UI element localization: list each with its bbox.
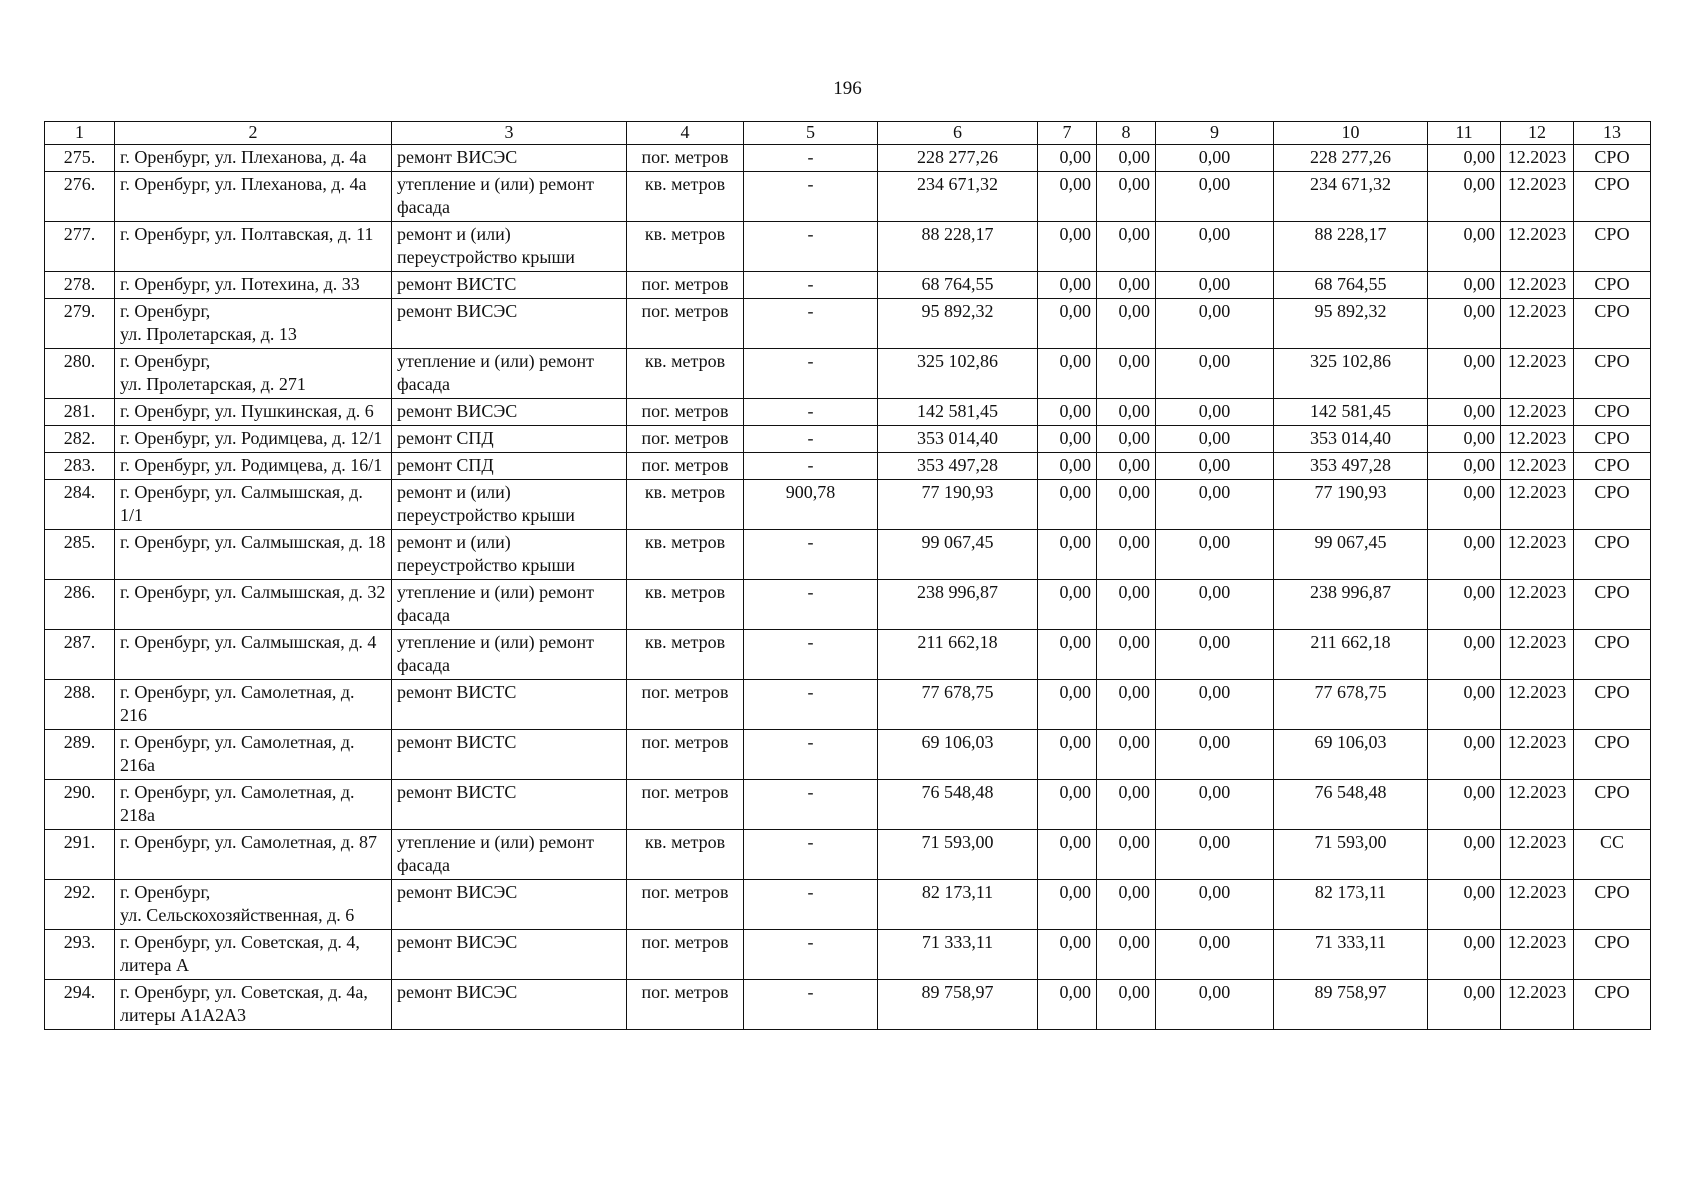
unit-cell: пог. метров [627,680,744,730]
contractor-type-cell: СРО [1574,453,1651,480]
table-row [45,730,1651,780]
other-funds-cell: 0,00 [1428,680,1501,730]
completion-date-cell: 12.2023 [1501,299,1574,349]
contractor-type-cell: СРО [1574,780,1651,830]
address-cell: г. Оренбург, ул. Самолетная, д. 216а [115,730,392,780]
fund-value-cell: 0,00 [1097,299,1156,349]
table-row [45,145,1651,172]
other-funds-cell: 0,00 [1428,480,1501,530]
work-type-cell: ремонт ВИСЭС [392,930,627,980]
contractor-type-cell: СРО [1574,580,1651,630]
completion-date-cell: 12.2023 [1501,453,1574,480]
row-number-cell: 293. [45,930,115,980]
fund-value-cell: 0,00 [1156,222,1274,272]
completion-date-cell: 12.2023 [1501,630,1574,680]
other-funds-cell: 0,00 [1428,172,1501,222]
contractor-type-cell: СРО [1574,680,1651,730]
address-cell: г. Оренбург, ул. Салмышская, д. 4 [115,630,392,680]
completion-date-cell: 12.2023 [1501,145,1574,172]
fund-value-cell: 0,00 [1156,272,1274,299]
table-row [45,399,1651,426]
row-number-cell: 288. [45,680,115,730]
address-cell: г. Оренбург, ул. Потехина, д. 33 [115,272,392,299]
address-cell: г. Оренбург, ул. Пушкинская, д. 6 [115,399,392,426]
table-row [45,530,1651,580]
volume-cell: - [744,399,878,426]
unit-cell: кв. метров [627,530,744,580]
other-funds-cell: 0,00 [1428,730,1501,780]
total-cost-cell: 82 173,11 [878,880,1038,930]
volume-cell: - [744,980,878,1030]
row-number-cell: 280. [45,349,115,399]
fund-value-cell: 0,00 [1156,930,1274,980]
fund-value-cell: 0,00 [1156,349,1274,399]
owner-funds-cell: 71 333,11 [1274,930,1428,980]
address-cell: г. Оренбург, ул. Советская, д. 4, литера А [115,930,392,980]
completion-date-cell: 12.2023 [1501,880,1574,930]
completion-date-cell: 12.2023 [1501,580,1574,630]
unit-cell: пог. метров [627,272,744,299]
unit-cell: кв. метров [627,580,744,630]
unit-cell: пог. метров [627,930,744,980]
work-type-cell: ремонт и (или) переустройство крыши [392,530,627,580]
fund-value-cell: 0,00 [1097,480,1156,530]
column-header: 8 [1097,122,1156,145]
row-number-cell: 282. [45,426,115,453]
completion-date-cell: 12.2023 [1501,680,1574,730]
work-type-cell: утепление и (или) ремонт фасада [392,630,627,680]
fund-value-cell: 0,00 [1097,580,1156,630]
fund-value-cell: 0,00 [1097,453,1156,480]
other-funds-cell: 0,00 [1428,780,1501,830]
fund-value-cell: 0,00 [1156,980,1274,1030]
work-type-cell: ремонт ВИСЭС [392,880,627,930]
work-type-cell: ремонт ВИСЭС [392,145,627,172]
total-cost-cell: 353 014,40 [878,426,1038,453]
volume-cell: - [744,730,878,780]
row-number-cell: 292. [45,880,115,930]
work-type-cell: ремонт СПД [392,453,627,480]
volume-cell: - [744,780,878,830]
row-number-cell: 286. [45,580,115,630]
total-cost-cell: 68 764,55 [878,272,1038,299]
work-type-cell: утепление и (или) ремонт фасада [392,580,627,630]
row-number-cell: 279. [45,299,115,349]
work-type-cell: ремонт и (или) переустройство крыши [392,222,627,272]
table-row [45,580,1651,630]
fund-value-cell: 0,00 [1038,399,1097,426]
fund-value-cell: 0,00 [1097,145,1156,172]
column-header: 7 [1038,122,1097,145]
other-funds-cell: 0,00 [1428,980,1501,1030]
fund-value-cell: 0,00 [1097,399,1156,426]
volume-cell: - [744,880,878,930]
contractor-type-cell: СРО [1574,299,1651,349]
address-cell: г. Оренбург, ул. Самолетная, д. 218а [115,780,392,830]
total-cost-cell: 71 593,00 [878,830,1038,880]
row-number-cell: 294. [45,980,115,1030]
contractor-type-cell: СРО [1574,172,1651,222]
fund-value-cell: 0,00 [1156,730,1274,780]
fund-value-cell: 0,00 [1097,980,1156,1030]
table-row [45,980,1651,1030]
fund-value-cell: 0,00 [1038,780,1097,830]
fund-value-cell: 0,00 [1156,453,1274,480]
column-header: 13 [1574,122,1651,145]
fund-value-cell: 0,00 [1038,222,1097,272]
table-row [45,426,1651,453]
contractor-type-cell: СРО [1574,426,1651,453]
other-funds-cell: 0,00 [1428,299,1501,349]
completion-date-cell: 12.2023 [1501,480,1574,530]
table-row [45,630,1651,680]
address-cell: г. Оренбург, ул. Самолетная, д. 216 [115,680,392,730]
owner-funds-cell: 325 102,86 [1274,349,1428,399]
fund-value-cell: 0,00 [1097,530,1156,580]
fund-value-cell: 0,00 [1097,730,1156,780]
table-row [45,222,1651,272]
unit-cell: пог. метров [627,399,744,426]
address-cell: г. Оренбург, ул. Салмышская, д. 32 [115,580,392,630]
unit-cell: кв. метров [627,830,744,880]
fund-value-cell: 0,00 [1038,426,1097,453]
fund-value-cell: 0,00 [1097,680,1156,730]
repair-works-table [44,121,1651,1030]
fund-value-cell: 0,00 [1097,880,1156,930]
row-number-cell: 284. [45,480,115,530]
column-header: 4 [627,122,744,145]
other-funds-cell: 0,00 [1428,453,1501,480]
owner-funds-cell: 88 228,17 [1274,222,1428,272]
row-number-cell: 287. [45,630,115,680]
other-funds-cell: 0,00 [1428,399,1501,426]
total-cost-cell: 99 067,45 [878,530,1038,580]
other-funds-cell: 0,00 [1428,349,1501,399]
unit-cell: кв. метров [627,630,744,680]
total-cost-cell: 353 497,28 [878,453,1038,480]
other-funds-cell: 0,00 [1428,426,1501,453]
table-row [45,480,1651,530]
fund-value-cell: 0,00 [1156,630,1274,680]
contractor-type-cell: СРО [1574,730,1651,780]
owner-funds-cell: 211 662,18 [1274,630,1428,680]
column-header: 12 [1501,122,1574,145]
address-cell: г. Оренбург, ул. Плеханова, д. 4а [115,172,392,222]
page-number: 196 [833,78,862,99]
fund-value-cell: 0,00 [1156,880,1274,930]
fund-value-cell: 0,00 [1097,222,1156,272]
completion-date-cell: 12.2023 [1501,272,1574,299]
contractor-type-cell: СРО [1574,349,1651,399]
fund-value-cell: 0,00 [1038,580,1097,630]
unit-cell: пог. метров [627,453,744,480]
fund-value-cell: 0,00 [1038,349,1097,399]
owner-funds-cell: 69 106,03 [1274,730,1428,780]
work-type-cell: ремонт ВИСТС [392,272,627,299]
column-header: 9 [1156,122,1274,145]
column-header: 2 [115,122,392,145]
address-cell: г. Оренбург, ул. Пролетарская, д. 271 [115,349,392,399]
other-funds-cell: 0,00 [1428,272,1501,299]
fund-value-cell: 0,00 [1156,299,1274,349]
table-row [45,172,1651,222]
completion-date-cell: 12.2023 [1501,530,1574,580]
completion-date-cell: 12.2023 [1501,172,1574,222]
other-funds-cell: 0,00 [1428,145,1501,172]
volume-cell: - [744,222,878,272]
contractor-type-cell: СРО [1574,399,1651,426]
unit-cell: пог. метров [627,780,744,830]
unit-cell: пог. метров [627,299,744,349]
contractor-type-cell: СРО [1574,930,1651,980]
table-row [45,272,1651,299]
row-number-cell: 285. [45,530,115,580]
volume-cell: - [744,630,878,680]
owner-funds-cell: 353 497,28 [1274,453,1428,480]
owner-funds-cell: 77 678,75 [1274,680,1428,730]
row-number-cell: 281. [45,399,115,426]
total-cost-cell: 325 102,86 [878,349,1038,399]
work-type-cell: ремонт ВИСТС [392,680,627,730]
total-cost-cell: 77 190,93 [878,480,1038,530]
column-header: 11 [1428,122,1501,145]
row-number-cell: 290. [45,780,115,830]
fund-value-cell: 0,00 [1038,530,1097,580]
other-funds-cell: 0,00 [1428,630,1501,680]
column-header: 1 [45,122,115,145]
volume-cell: - [744,580,878,630]
fund-value-cell: 0,00 [1097,930,1156,980]
work-type-cell: ремонт ВИСЭС [392,980,627,1030]
owner-funds-cell: 68 764,55 [1274,272,1428,299]
volume-cell: - [744,426,878,453]
total-cost-cell: 228 277,26 [878,145,1038,172]
address-cell: г. Оренбург, ул. Пролетарская, д. 13 [115,299,392,349]
fund-value-cell: 0,00 [1038,680,1097,730]
fund-value-cell: 0,00 [1038,830,1097,880]
owner-funds-cell: 99 067,45 [1274,530,1428,580]
total-cost-cell: 71 333,11 [878,930,1038,980]
work-type-cell: ремонт ВИСЭС [392,399,627,426]
address-cell: г. Оренбург, ул. Советская, д. 4а, литеры А1А2А3 [115,980,392,1030]
fund-value-cell: 0,00 [1038,880,1097,930]
owner-funds-cell: 89 758,97 [1274,980,1428,1030]
completion-date-cell: 12.2023 [1501,222,1574,272]
unit-cell: кв. метров [627,349,744,399]
column-number-row [45,122,1651,145]
completion-date-cell: 12.2023 [1501,730,1574,780]
total-cost-cell: 142 581,45 [878,399,1038,426]
fund-value-cell: 0,00 [1038,480,1097,530]
work-type-cell: утепление и (или) ремонт фасада [392,349,627,399]
volume-cell: - [744,530,878,580]
contractor-type-cell: СРО [1574,480,1651,530]
completion-date-cell: 12.2023 [1501,349,1574,399]
table-row [45,830,1651,880]
volume-cell: - [744,299,878,349]
owner-funds-cell: 77 190,93 [1274,480,1428,530]
unit-cell: пог. метров [627,145,744,172]
table-row [45,780,1651,830]
total-cost-cell: 89 758,97 [878,980,1038,1030]
owner-funds-cell: 353 014,40 [1274,426,1428,453]
address-cell: г. Оренбург, ул. Полтавская, д. 11 [115,222,392,272]
fund-value-cell: 0,00 [1038,172,1097,222]
fund-value-cell: 0,00 [1156,680,1274,730]
work-type-cell: ремонт ВИСЭС [392,299,627,349]
completion-date-cell: 12.2023 [1501,426,1574,453]
work-type-cell: ремонт СПД [392,426,627,453]
address-cell: г. Оренбург, ул. Плеханова, д. 4а [115,145,392,172]
work-type-cell: ремонт ВИСТС [392,730,627,780]
address-cell: г. Оренбург, ул. Салмышская, д. 1/1 [115,480,392,530]
volume-cell: - [744,349,878,399]
total-cost-cell: 211 662,18 [878,630,1038,680]
table-row [45,930,1651,980]
contractor-type-cell: СРО [1574,530,1651,580]
volume-cell: - [744,830,878,880]
owner-funds-cell: 76 548,48 [1274,780,1428,830]
address-cell: г. Оренбург, ул. Сельскохозяйственная, д. 6 [115,880,392,930]
fund-value-cell: 0,00 [1097,780,1156,830]
row-number-cell: 275. [45,145,115,172]
table-row [45,299,1651,349]
fund-value-cell: 0,00 [1156,399,1274,426]
volume-cell: - [744,145,878,172]
fund-value-cell: 0,00 [1097,630,1156,680]
row-number-cell: 277. [45,222,115,272]
unit-cell: пог. метров [627,880,744,930]
completion-date-cell: 12.2023 [1501,830,1574,880]
fund-value-cell: 0,00 [1038,299,1097,349]
total-cost-cell: 76 548,48 [878,780,1038,830]
fund-value-cell: 0,00 [1156,530,1274,580]
fund-value-cell: 0,00 [1038,272,1097,299]
volume-cell: - [744,272,878,299]
owner-funds-cell: 228 277,26 [1274,145,1428,172]
total-cost-cell: 88 228,17 [878,222,1038,272]
work-type-cell: утепление и (или) ремонт фасада [392,830,627,880]
volume-cell: - [744,930,878,980]
work-type-cell: ремонт и (или) переустройство крыши [392,480,627,530]
address-cell: г. Оренбург, ул. Родимцева, д. 12/1 [115,426,392,453]
fund-value-cell: 0,00 [1156,580,1274,630]
other-funds-cell: 0,00 [1428,930,1501,980]
other-funds-cell: 0,00 [1428,580,1501,630]
fund-value-cell: 0,00 [1097,349,1156,399]
fund-value-cell: 0,00 [1038,145,1097,172]
other-funds-cell: 0,00 [1428,530,1501,580]
total-cost-cell: 95 892,32 [878,299,1038,349]
row-number-cell: 276. [45,172,115,222]
owner-funds-cell: 82 173,11 [1274,880,1428,930]
owner-funds-cell: 71 593,00 [1274,830,1428,880]
fund-value-cell: 0,00 [1156,172,1274,222]
row-number-cell: 291. [45,830,115,880]
owner-funds-cell: 142 581,45 [1274,399,1428,426]
other-funds-cell: 0,00 [1428,880,1501,930]
fund-value-cell: 0,00 [1156,426,1274,453]
volume-cell: - [744,453,878,480]
table-row [45,680,1651,730]
contractor-type-cell: СРО [1574,222,1651,272]
fund-value-cell: 0,00 [1097,426,1156,453]
unit-cell: пог. метров [627,426,744,453]
fund-value-cell: 0,00 [1156,830,1274,880]
contractor-type-cell: СРО [1574,630,1651,680]
address-cell: г. Оренбург, ул. Салмышская, д. 18 [115,530,392,580]
column-header: 5 [744,122,878,145]
fund-value-cell: 0,00 [1097,172,1156,222]
contractor-type-cell: СРО [1574,880,1651,930]
fund-value-cell: 0,00 [1097,830,1156,880]
address-cell: г. Оренбург, ул. Самолетная, д. 87 [115,830,392,880]
unit-cell: пог. метров [627,730,744,780]
other-funds-cell: 0,00 [1428,830,1501,880]
column-header: 6 [878,122,1038,145]
completion-date-cell: 12.2023 [1501,399,1574,426]
work-type-cell: ремонт ВИСТС [392,780,627,830]
completion-date-cell: 12.2023 [1501,980,1574,1030]
fund-value-cell: 0,00 [1038,630,1097,680]
table-row [45,453,1651,480]
table-row [45,880,1651,930]
fund-value-cell: 0,00 [1038,453,1097,480]
contractor-type-cell: СРО [1574,145,1651,172]
table-row [45,349,1651,399]
owner-funds-cell: 238 996,87 [1274,580,1428,630]
total-cost-cell: 77 678,75 [878,680,1038,730]
row-number-cell: 283. [45,453,115,480]
unit-cell: кв. метров [627,222,744,272]
fund-value-cell: 0,00 [1038,730,1097,780]
completion-date-cell: 12.2023 [1501,780,1574,830]
volume-cell: - [744,680,878,730]
row-number-cell: 289. [45,730,115,780]
owner-funds-cell: 95 892,32 [1274,299,1428,349]
total-cost-cell: 238 996,87 [878,580,1038,630]
column-header: 3 [392,122,627,145]
fund-value-cell: 0,00 [1038,980,1097,1030]
fund-value-cell: 0,00 [1156,780,1274,830]
work-type-cell: утепление и (или) ремонт фасада [392,172,627,222]
total-cost-cell: 69 106,03 [878,730,1038,780]
total-cost-cell: 234 671,32 [878,172,1038,222]
unit-cell: кв. метров [627,172,744,222]
column-header: 10 [1274,122,1428,145]
contractor-type-cell: СРО [1574,980,1651,1030]
unit-cell: кв. метров [627,480,744,530]
completion-date-cell: 12.2023 [1501,930,1574,980]
row-number-cell: 278. [45,272,115,299]
table-body [45,145,1651,1030]
unit-cell: пог. метров [627,980,744,1030]
contractor-type-cell: СС [1574,830,1651,880]
table-header [45,122,1651,145]
fund-value-cell: 0,00 [1038,930,1097,980]
owner-funds-cell: 234 671,32 [1274,172,1428,222]
address-cell: г. Оренбург, ул. Родимцева, д. 16/1 [115,453,392,480]
other-funds-cell: 0,00 [1428,222,1501,272]
contractor-type-cell: СРО [1574,272,1651,299]
volume-cell: - [744,172,878,222]
fund-value-cell: 0,00 [1097,272,1156,299]
volume-cell: 900,78 [744,480,878,530]
fund-value-cell: 0,00 [1156,480,1274,530]
fund-value-cell: 0,00 [1156,145,1274,172]
